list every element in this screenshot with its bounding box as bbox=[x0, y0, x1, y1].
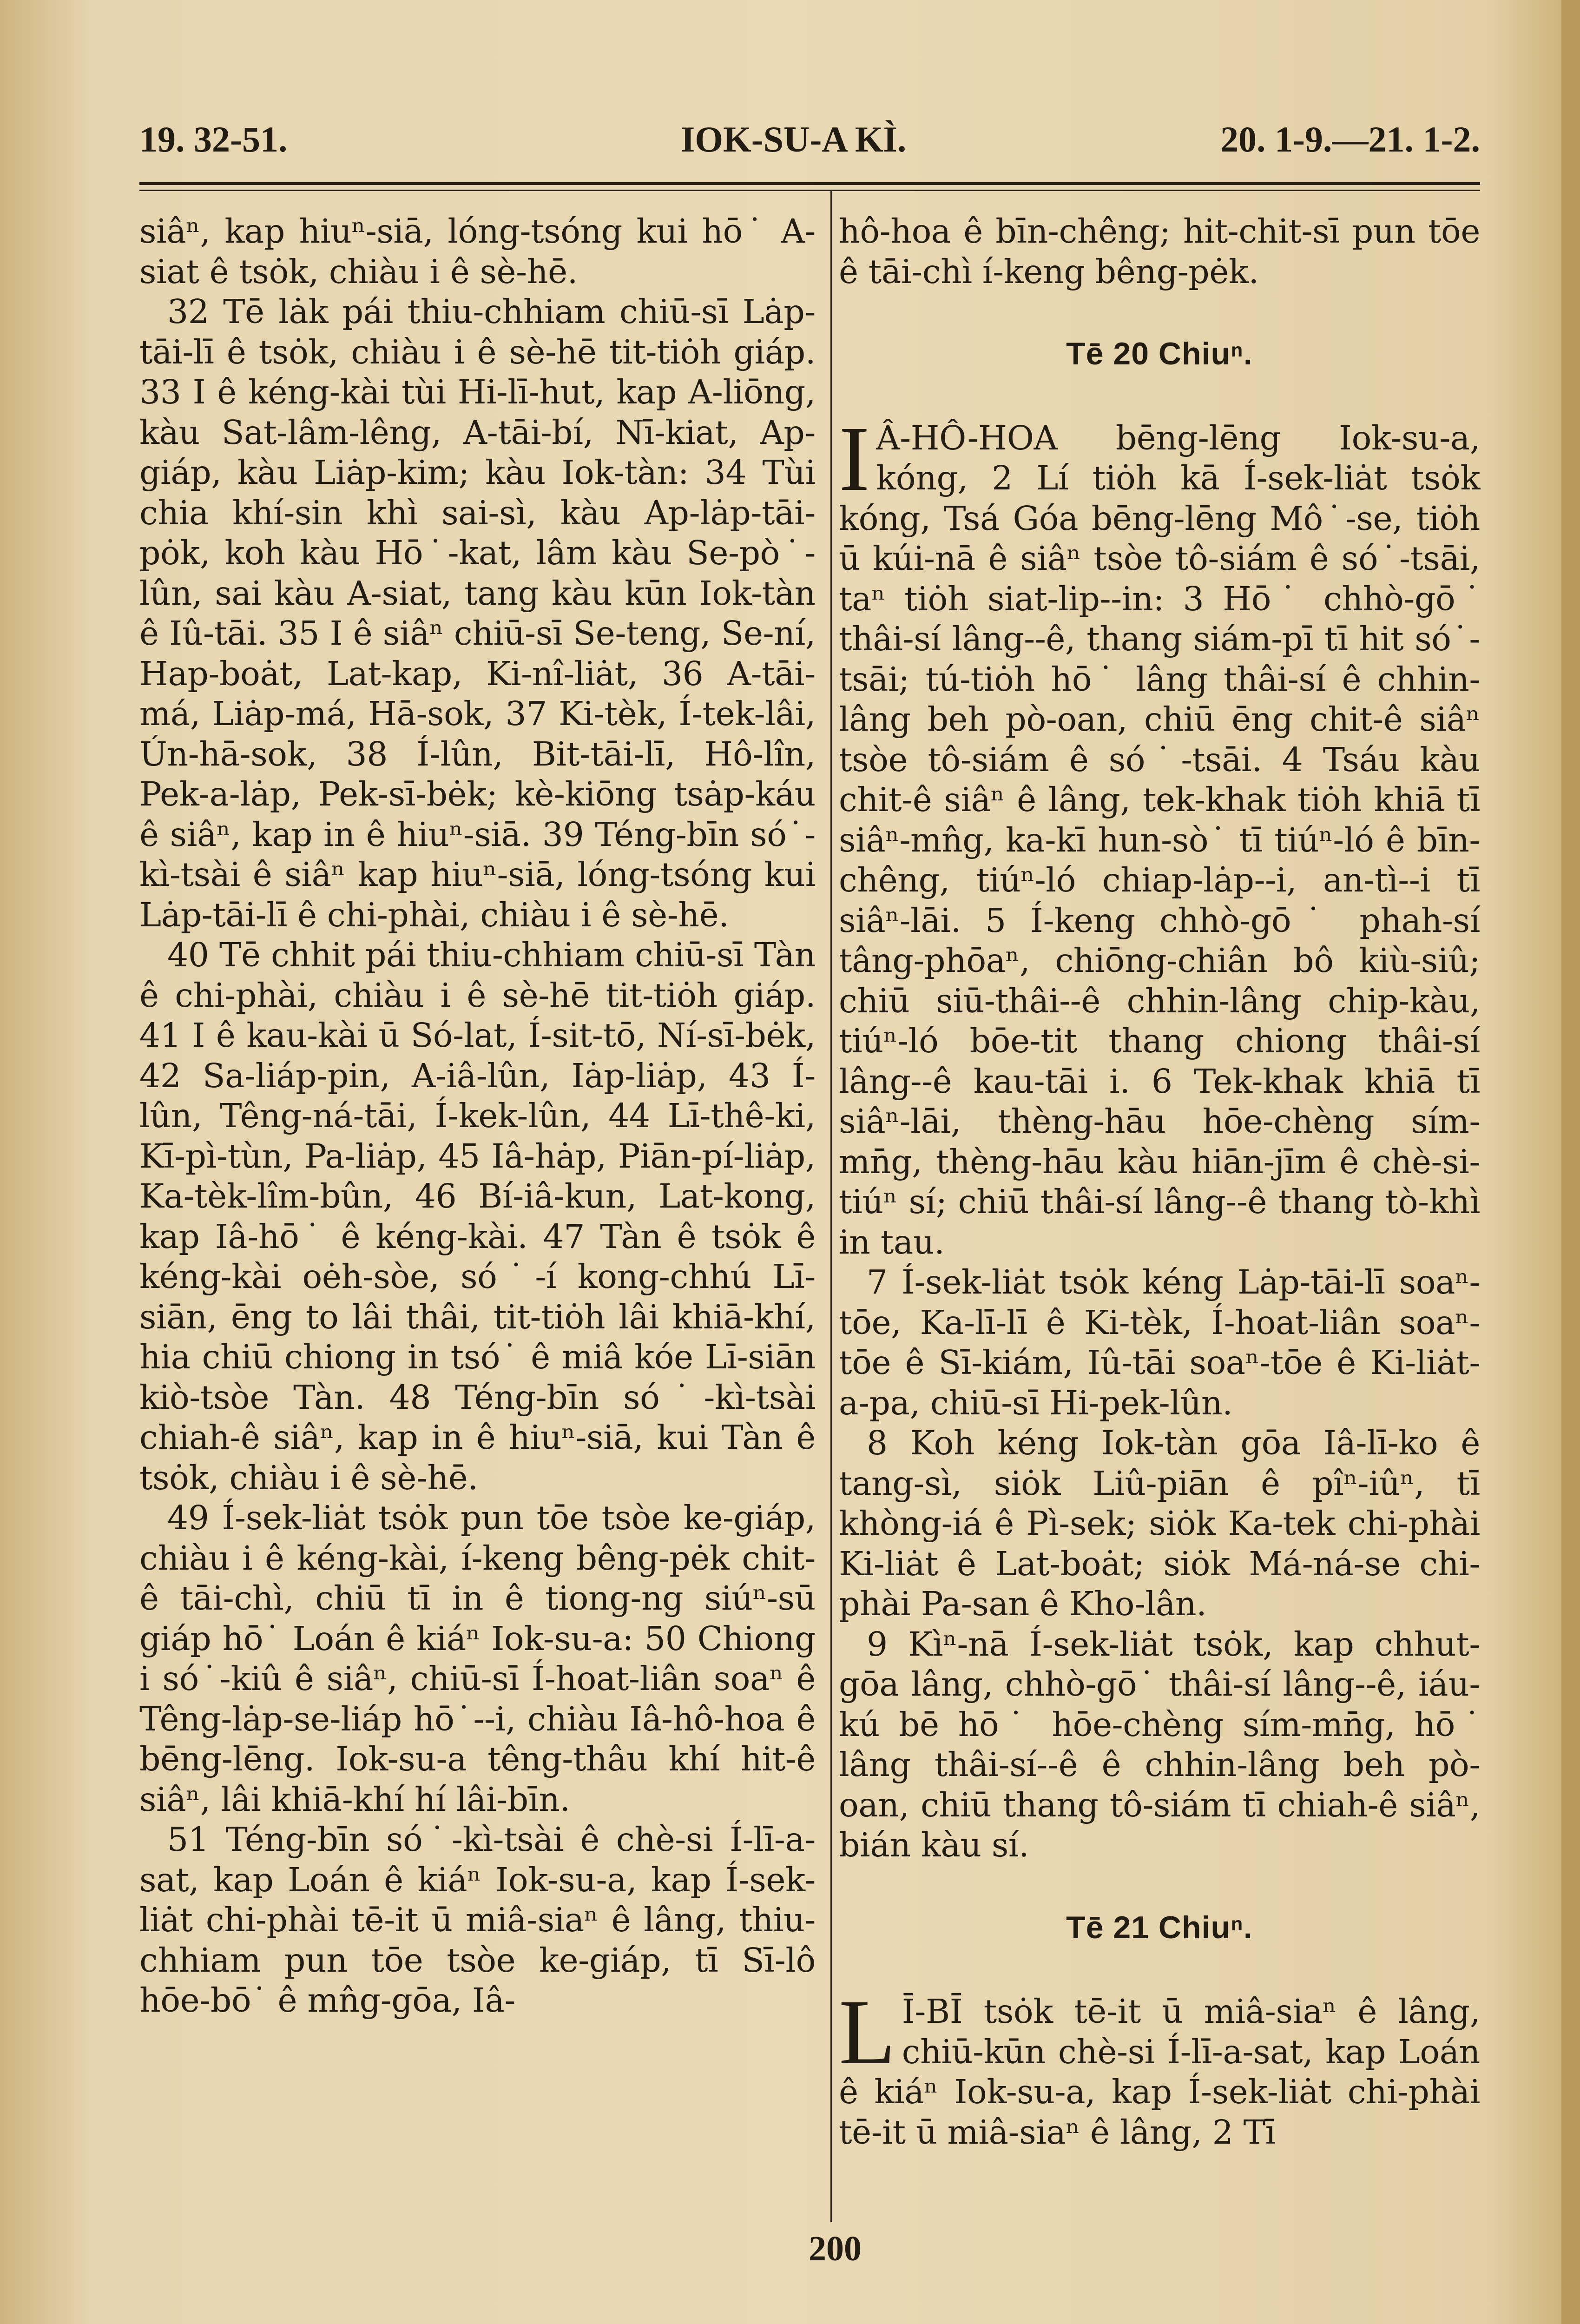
drop-cap: I bbox=[839, 407, 870, 510]
right-column bbox=[839, 211, 1480, 2152]
opening-text: Ī-BĪ tsȯk tē-it ū miâ-siaⁿ ê lâng, chiū-kūn chè-si Í-lī-a-sat, kap Loán ê kiáⁿ Iok-su-a, kap Í-sek-liȧt chi-phài tē-it ū miâ-siaⁿ ê lâng, 2 Tī bbox=[839, 1992, 1480, 2152]
header-left-reference: 19. 32-51. bbox=[139, 119, 288, 159]
chapter-20-opening bbox=[839, 407, 1480, 1263]
paragraph: 9 Kìⁿ-nā Í-sek-liȧt tsȯk, kap chhut-gōa lâng, chhò-gō˙ thâi-sí lâng--ê, iáu-kú bē hō˙ hōe-chèng sím-mn̄g, hō˙ lâng thâi-sí--ê ê chhin-lâng beh pò-oan, chiū thang tô-siám tī chiah-ê siâⁿ, bián kàu sí. bbox=[839, 1624, 1480, 1864]
chapter-20-heading: Tē 20 Chiuⁿ. bbox=[1066, 336, 1253, 371]
paragraph: hô-hoa ê bīn-chêng; hit-chit-sī pun tōe ê tāi-chì í-keng bêng-pėk. bbox=[839, 212, 1480, 291]
paragraph: 7 Í-sek-liȧt tsȯk kéng Lȧp-tāi-lī soaⁿ-tōe, Ka-lī-lī ê Ki-tèk, Í-hoat-liân soaⁿ-tōe ê Sī-kiám, Iû-tāi soaⁿ-tōe ê Ki-liȧt-a-pa, chiū-sī Hi-pek-lûn. bbox=[839, 1263, 1480, 1422]
left-column bbox=[139, 211, 816, 2021]
opening-text: Â-HÔ-HOA bēng-lēng Iok-su-a, kóng, 2 Lí tiȯh kā Í-sek-liȧt tsȯk kóng, Tsá Góa bēng-lēng Mô˙-se, tiȯh ū kúi-nā ê siâⁿ tsòe tô-siám ê só˙-tsāi, taⁿ tiȯh siat-lip--in: 3 Hō˙ chhò-gō˙ thâi-sí lâng--ê, thang siám-pī tī hit só˙-tsāi; tú-tiȯh hō˙ lâng thâi-sí ê chhin-lâng beh pò-oan, chiū ēng chit-ê siâⁿ tsòe tô-siám ê só˙-tsāi. 4 Tsáu kàu chit-ê siâⁿ ê lâng, tek-khak tiȯh khiā tī siâⁿ-mn̂g, ka-kī hun-sò˙ tī tiúⁿ-ló ê bīn-chêng, tiúⁿ-ló chiap-lȧp--i, an-tì--i tī siâⁿ-lāi. 5 Í-keng chhò-gō˙ phah-sí tâng-phōaⁿ, chiōng-chiân bô kiù-siû; chiū siū-thâi--ê chhin-lâng chip-kàu, tiúⁿ-ló bōe-tit thang chiong thâi-sí lâng--ê kau-tāi i. 6 Tek-khak khiā tī siâⁿ-lāi, thèng-hāu hōe-chèng sím-mn̄g, thèng-hāu kàu hiān-jīm ê chè-si-tiúⁿ sí; chiū thâi-sí lâng--ê thang tò-khì in tau. bbox=[839, 418, 1480, 1261]
chapter-21-heading: Tē 21 Chiuⁿ. bbox=[1066, 1909, 1253, 1945]
paragraph: 32 Tē lȧk pái thiu-chhiam chiū-sī Lȧp-tāi-lī ê tsȯk, chiàu i ê sè-hē tit-tiȯh giáp. 33 I ê kéng-kài tùi Hi-lī-hut, kap A-liōng, kàu Sat-lâm-lêng, A-tāi-bí, Nī-kiat, Ap-giáp, kàu Liȧp-kim; kàu Iok-tàn: 34 Tùi chia khí-sin khì sai-sì, kàu Ap-lȧp-tāi-pȯk, koh kàu Hō˙-kat, lâm kàu Se-pò˙-lûn, sai kàu A-siat, tang kàu kūn Iok-tàn ê Iû-tāi. 35 I ê siâⁿ chiū-sī Se-teng, Se-ní, Hap-boȧt, Lat-kap, Ki-nî-liȧt, 36 A-tāi-má, Liȧp-má, Hā-sok, 37 Ki-tèk, Í-tek-lâi, Ún-hā-sok, 38 Í-lûn, Bit-tāi-lī, Hô-lîn, Pek-a-lȧp, Pek-sī-bėk; kè-kiōng tsȧp-káu ê siâⁿ, kap in ê hiuⁿ-siā. 39 Téng-bīn só˙-kì-tsài ê siâⁿ kap hiuⁿ-siā, lóng-tsóng kui Lȧp-tāi-lī ê chi-phài, chiàu i ê sè-hē. bbox=[139, 292, 816, 934]
paragraph: 51 Téng-bīn só˙-kì-tsài ê chè-si Í-lī-a-sat, kap Loán ê kiáⁿ Iok-su-a, kap Í-sek-liȧt chi-phài tē-it ū miâ-siaⁿ ê lâng, thiu-chhiam pun tōe tsòe ke-giáp, tī Sī-lô hōe-bō˙ ê mn̂g-gōa, Iâ- bbox=[139, 1820, 816, 2020]
paragraph: siâⁿ, kap hiuⁿ-siā, lóng-tsóng kui hō˙ A-siat ê tsȯk, chiàu i ê sè-hē. bbox=[139, 212, 816, 291]
header-rule-thick bbox=[139, 182, 1480, 185]
paragraph: 8 Koh kéng Iok-tàn gōa Iâ-lī-ko ê tang-sì, siȯk Liû-piān ê pîⁿ-iûⁿ, tī khòng-iá ê Pì-sek; siȯk Ka-tek chi-phài Ki-liȧt ê Lat-boȧt; siȯk Má-ná-se chi-phài Pa-san ê Kho-lân. bbox=[839, 1424, 1480, 1623]
page-spine-shadow bbox=[1561, 0, 1580, 2324]
drop-cap: L bbox=[839, 1981, 895, 2084]
header-book-title: IOK-SU-A KÌ. bbox=[681, 119, 907, 159]
paragraph: 40 Tē chhit pái thiu-chhiam chiū-sī Tàn ê chi-phài, chiàu i ê sè-hē tit-tiȯh giáp. 41 I ê kau-kài ū Só-lat, Í-sit-tō, Ní-sī-bėk, 42 Sa-liáp-pin, A-iâ-lûn, Iȧp-liȧp, 43 Í-lûn, Têng-ná-tāi, Í-kek-lûn, 44 Lī-thê-ki, Kī-pì-tùn, Pa-liȧp, 45 Iâ-hȧp, Piān-pí-liȧp, Ka-tèk-lîm-bûn, 46 Bí-iâ-kun, Lat-kong, kap Iâ-hō˙ ê kéng-kài. 47 Tàn ê tsȯk ê kéng-kài oėh-sòe, só˙-í kong-chhú Lī-siān, ēng to lâi thâi, tit-tiȯh lâi khiā-khí, hia chiū chiong in tsó˙ ê miâ kóe Lī-siān kiò-tsòe Tàn. 48 Téng-bīn só˙-kì-tsài chiah-ê siâⁿ, kap in ê hiuⁿ-siā, kui Tàn ê tsȯk, chiàu i ê sè-hē. bbox=[139, 936, 816, 1497]
page-number: 200 bbox=[809, 2229, 862, 2268]
header-right-reference: 20. 1-9.—21. 1-2. bbox=[1220, 119, 1480, 159]
column-divider bbox=[830, 191, 832, 2222]
paragraph: 49 Í-sek-liȧt tsȯk pun tōe tsòe ke-giáp, chiàu i ê kéng-kài, í-keng bêng-pėk chit-ê tāi-chì, chiū tī in ê tiong-ng siúⁿ-sū giáp hō˙ Loán ê kiáⁿ Iok-su-a: 50 Chiong i só˙-kiû ê siâⁿ, chiū-sī Í-hoat-liân soaⁿ ê Têng-lȧp-se-liáp hō˙--i, chiàu Iâ-hô-hoa ê bēng-lēng. Iok-su-a têng-thâu khí hit-ê siâⁿ, lâi khiā-khí hí lâi-bīn. bbox=[139, 1499, 816, 1819]
header-rule-thin bbox=[139, 190, 1480, 191]
chapter-21-opening bbox=[839, 1981, 1480, 2152]
running-head bbox=[139, 119, 1480, 170]
